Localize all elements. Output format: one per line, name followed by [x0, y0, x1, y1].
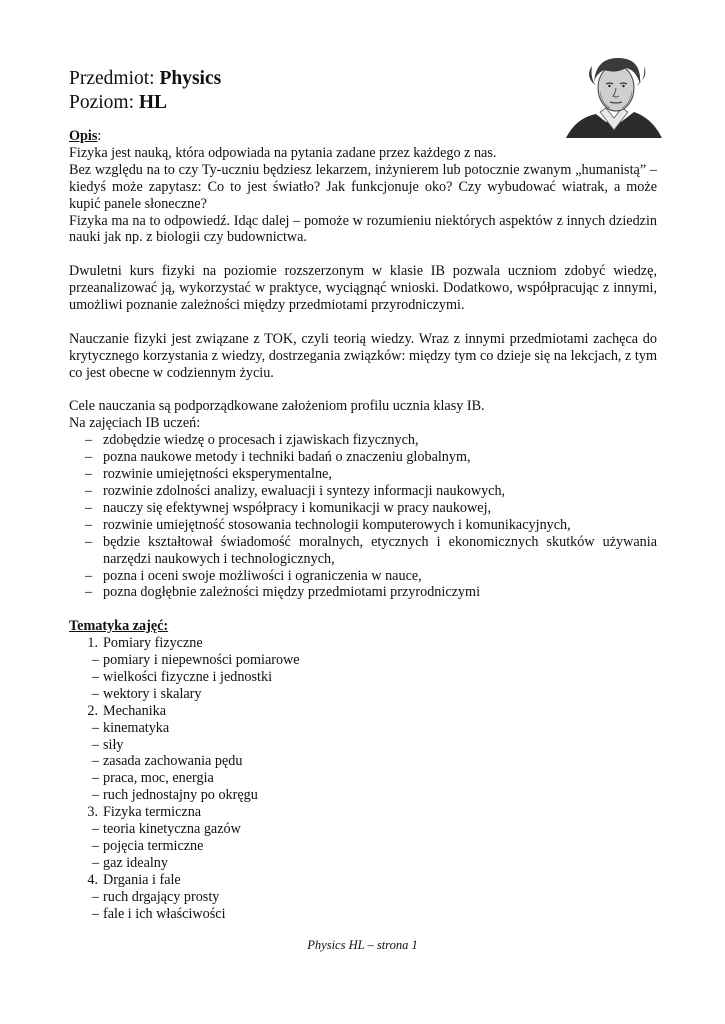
page-footer: Physics HL – strona 1 — [307, 938, 418, 952]
tematyka-heading: Tematyka zajęć: — [69, 618, 169, 635]
goals-list-intro: Na zajęciach IB uczeń: — [69, 415, 201, 432]
topic-item — [69, 872, 657, 889]
goal-item — [69, 483, 657, 500]
topic-marker: – — [91, 753, 99, 770]
topic-marker: 3. — [87, 804, 98, 821]
topic-marker: – — [91, 719, 99, 736]
portrait-image — [566, 52, 662, 138]
goals-intro: Cele nauczania są podporządkowane założeniom profilu ucznia klasy IB. — [69, 398, 485, 415]
topic-item — [69, 770, 657, 787]
topic-text: zasada zachowania pędu — [103, 753, 243, 770]
goal-dash: – — [85, 449, 93, 466]
topic-marker: – — [91, 685, 99, 702]
topic-marker: 4. — [87, 871, 98, 888]
goal-dash: – — [85, 466, 93, 483]
topic-item — [69, 787, 657, 804]
topic-marker: – — [91, 854, 99, 871]
opis-paragraph-line: Fizyka ma na to odpowiedź. Idąc dalej – pomoże w rozumieniu niektórych aspektów z innych dziedzin nauki jak np. z biologii czy budownictwa. — [69, 212, 657, 246]
goal-text: nauczy się efektywnej współpracy i komunikacji w pracy naukowej, — [103, 499, 492, 516]
document-body — [69, 128, 657, 923]
topic-text: fale i ich właściwości — [103, 905, 226, 922]
topic-marker: – — [91, 668, 99, 685]
opis-paragraph-line: Bez względu na to czy Ty-uczniu będziesz lekarzem, inżynierem lub potocznie zwanym „humanistą” – kiedyś może zapytasz: Co to jest światło? Jak funkcjonuje oko? Czy wybudować wiatrak, a może kupić panele słoneczne? — [69, 161, 657, 212]
topic-marker: 2. — [87, 702, 98, 719]
goal-item — [69, 517, 657, 534]
topic-text: ruch jednostajny po okręgu — [103, 787, 258, 804]
topic-text: siły — [103, 736, 124, 753]
goal-text: rozwinie umiejętności eksperymentalne, — [103, 466, 332, 483]
topic-text: teoria kinetyczna gazów — [103, 821, 241, 838]
topic-text: Drgania i fale — [103, 871, 181, 888]
topic-item — [69, 821, 657, 838]
topic-item — [69, 753, 657, 770]
topics-list — [69, 635, 657, 922]
document-title — [69, 67, 221, 115]
goal-item — [69, 584, 657, 601]
topic-text: kinematyka — [103, 719, 170, 736]
topic-marker: – — [91, 787, 99, 804]
goal-item — [69, 449, 657, 466]
topic-item — [69, 652, 657, 669]
level-line — [69, 91, 221, 115]
topic-item — [69, 906, 657, 923]
topic-item — [69, 804, 657, 821]
topic-text: pomiary i niepewności pomiarowe — [103, 652, 300, 669]
topic-marker: – — [91, 838, 99, 854]
goal-dash: – — [85, 584, 93, 601]
topic-item — [69, 703, 657, 720]
topic-marker: – — [91, 736, 99, 753]
topic-text: ruch drgający prosty — [103, 888, 220, 905]
topic-text: Mechanika — [103, 702, 167, 719]
goal-item — [69, 432, 657, 449]
level-label: Poziom: — [69, 92, 135, 113]
goal-text: rozwinie umiejętność stosowania technologii komputerowych i komunikacyjnych, — [103, 516, 571, 533]
level-value: HL — [138, 92, 168, 113]
goal-dash: – — [85, 516, 93, 533]
topic-item — [69, 686, 657, 703]
subject-line — [69, 67, 221, 91]
topic-item — [69, 889, 657, 906]
goal-text: zdobędzie wiedzę o procesach i zjawiskach fizycznych, — [103, 432, 419, 449]
topic-marker: 1. — [87, 635, 98, 652]
topic-marker: – — [91, 905, 99, 922]
topic-text: wielkości fizyczne i jednostki — [103, 668, 273, 685]
topic-text: praca, moc, energia — [103, 770, 214, 787]
portrait-engraving-icon — [566, 52, 662, 138]
topic-marker: – — [91, 652, 99, 669]
tematyka-heading-line — [69, 618, 657, 635]
topic-text: Fizyka termiczna — [103, 804, 202, 821]
topic-marker: – — [91, 770, 99, 787]
goals-list — [69, 432, 657, 601]
opis-heading-colon: : — [97, 128, 102, 144]
topic-item — [69, 635, 657, 652]
course-description-paragraph: Dwuletni kurs fizyki na poziomie rozszerzonym w klasie IB pozwala uczniom zdobyć wiedzę, przeanalizować ją, wykorzystać w praktyce, wyciągnąć wnioski. Dodatkowo, współpracując z innymi, umożliwi poznanie zależności między przedmiotami przyrodniczymi. — [69, 263, 657, 314]
topic-marker: – — [91, 888, 99, 905]
topic-text: pojęcia termiczne — [103, 838, 204, 854]
goal-dash: – — [85, 499, 93, 516]
topic-item — [69, 669, 657, 686]
goal-dash: – — [85, 533, 93, 550]
topic-item — [69, 720, 657, 737]
opis-heading: Opis — [69, 128, 98, 144]
topic-item — [69, 737, 657, 754]
tok-paragraph: Nauczanie fizyki jest związane z TOK, czyli teorią wiedzy. Wraz z innymi przedmiotami zachęca do krytycznego korzystania z wiedzy, dostrzegania związków: między tym co dzieje się na lekcjach, z tym co jest obecne w codziennym życiu. — [69, 330, 657, 381]
goal-dash: – — [85, 432, 93, 449]
topic-text: gaz idealny — [103, 854, 168, 871]
subject-value: Physics — [159, 68, 222, 89]
goal-text: pozna dogłębnie zależności między przedmiotami przyrodniczymi — [103, 584, 481, 601]
opis-heading-line — [69, 128, 657, 145]
goal-text: będzie kształtował świadomość moralnych, etycznych i ekonomicznych skutków używania narzędzi naukowych i technologicznych, — [103, 533, 657, 567]
topic-marker: – — [91, 821, 99, 838]
goal-item — [69, 568, 657, 585]
goal-item — [69, 466, 657, 483]
topic-text: wektory i skalary — [103, 685, 202, 702]
goal-text: rozwinie zdolności analizy, ewaluacji i syntezy informacji naukowych, — [103, 482, 506, 499]
topic-text: Pomiary fizyczne — [103, 635, 203, 652]
goal-dash: – — [85, 567, 93, 584]
goal-dash: – — [85, 482, 93, 499]
goal-item — [69, 534, 657, 568]
subject-label: Przedmiot: — [69, 68, 155, 89]
goal-text: pozna naukowe metody i techniki badań o znaczeniu globalnym, — [103, 449, 471, 466]
topic-item — [69, 838, 657, 855]
goal-text: pozna i oceni swoje możliwości i ograniczenia w nauce, — [103, 567, 422, 584]
opis-paragraph-line: Fizyka jest nauką, która odpowiada na pytania zadane przez każdego z nas. — [69, 144, 497, 161]
goal-item — [69, 500, 657, 517]
topic-item — [69, 855, 657, 872]
